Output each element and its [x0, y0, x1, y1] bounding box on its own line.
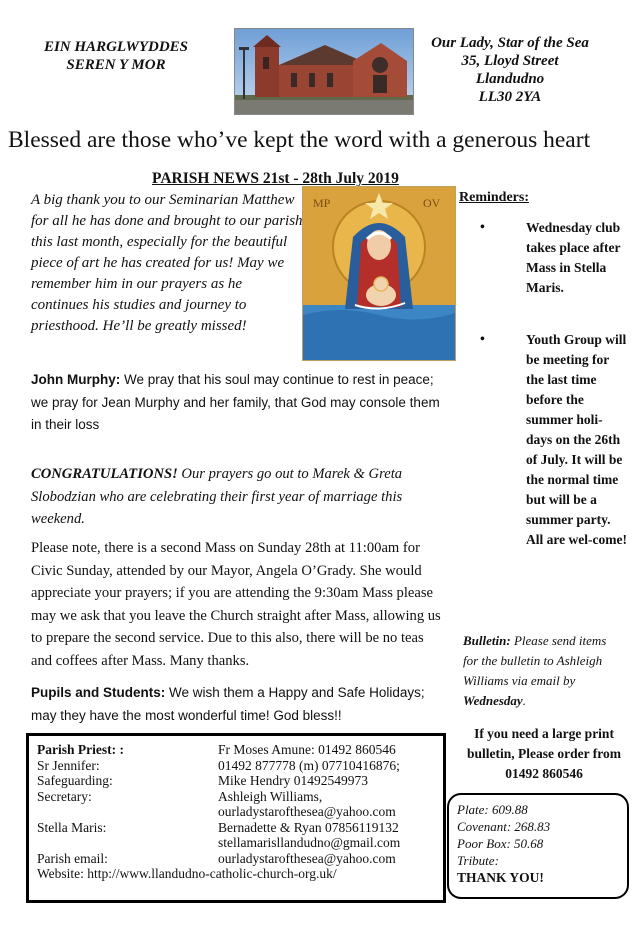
parish-email-label: Parish email:	[37, 850, 108, 866]
reminder-text: Youth Group will be meeting for the last time before the summer holi-days on the 26th of July. It will be the normal time but will be a summer party. All are wel-come!	[526, 332, 627, 547]
secretary-label: Secretary:	[37, 788, 92, 804]
stella-maris-icon-image	[302, 186, 456, 361]
bullet-icon: •	[480, 332, 485, 347]
safeguarding-label: Safeguarding:	[37, 773, 113, 788]
motto: Blessed are those who’ve kept the word with a generous heart	[8, 127, 591, 153]
welsh-name	[16, 38, 216, 74]
second-mass-paragraph: Please note, there is a second Mass on Sunday 28th at 11:00am for Civic Sunday, attended by our Mayor, Angela O’Grady. She would appreciate your prayers; if you are attending the 9:30am Mass please may we ask that you leave the Church straight after Mass, allowing us to prepare the second service. Due to this also, there will be no teas and coffees after Mass. Many thanks.	[31, 540, 441, 669]
address-line4: LL30 2YA	[478, 89, 542, 105]
stella-maris-contacts: Bernadette & Ryan 07856119132	[218, 819, 399, 835]
bulletin-label: Bulletin:	[463, 633, 511, 648]
secretary-value	[218, 789, 435, 820]
secretary-email: ourladystarofthesea@yahoo.com	[218, 804, 396, 819]
pupils-paragraph	[31, 682, 445, 727]
congratulations-paragraph	[31, 463, 445, 531]
icon-text-right: OV	[423, 196, 441, 210]
secretary-name: Ashleigh Williams,	[218, 788, 323, 804]
covenant-amount: Covenant: 268.83	[457, 819, 551, 834]
parish-email-value: ourladystarofthesea@yahoo.com	[218, 850, 396, 866]
website-line: Website: http://www.llandudno-catholic-church-org.uk/	[37, 866, 337, 881]
icon-text-left: MP	[313, 196, 331, 210]
madonna-painting	[303, 187, 455, 360]
bulletin-note	[463, 631, 623, 711]
address-line1: Our Lady, Star of the Sea	[431, 35, 589, 51]
reminders-title: Reminders:	[459, 190, 529, 205]
john-murphy-paragraph	[31, 369, 445, 437]
congratulations-text: Our prayers go out to Marek & Greta Slobodzian who are celebrating their first year of marriage this weekend.	[31, 466, 403, 527]
contact-row-secretary	[37, 789, 435, 820]
stella-maris-label: Stella Maris:	[37, 819, 107, 835]
news-title: PARISH NEWS 21st - 28th July 2019	[152, 170, 399, 187]
contact-row-priest	[37, 742, 435, 758]
church-illustration	[235, 29, 413, 114]
bulletin-day: Wednesday	[463, 693, 523, 708]
pupils-text: We wish them a Happy and Safe Holidays; may they have the most wonderful time! God bless!!	[31, 685, 425, 723]
bulletin-text: Please send items for the bulletin to Ashleigh Williams via email by	[463, 633, 607, 688]
contact-row-stella-maris	[37, 820, 435, 851]
welsh-name-line2: SEREN Y MOR	[66, 57, 166, 73]
priest-value: Fr Moses Amune: 01492 860546	[218, 742, 396, 757]
large-print-note: If you need a large print bulletin, Please order from 01492 860546	[467, 726, 621, 781]
sister-value: 01492 877778 (m) 07710416876;	[218, 757, 400, 773]
thanks-paragraph: A big thank you to our Seminarian Matthew for all he has done and brought to our parish this last month, especially for the beautiful piece of art he has created for us! May we remember him in our prayers as he continues his studies and journey to priesthood. He’ll be greatly missed!	[31, 192, 303, 334]
contact-box	[26, 733, 446, 903]
church-photo	[234, 28, 414, 115]
safeguarding-value: Mike Hendry 01492549973	[218, 773, 368, 788]
congratulations-label: CONGRATULATIONS!	[31, 466, 178, 482]
john-murphy-label: John Murphy:	[31, 372, 121, 387]
john-murphy-text: We pray that his soul may continue to rest in peace; we pray for Jean Murphy and her family, that God may console them in their loss	[31, 372, 440, 432]
address-line3: Llandudno	[475, 71, 545, 87]
priest-label: Parish Priest: :	[37, 742, 124, 757]
bulletin-end: .	[522, 693, 526, 708]
plate-amount: Plate: 609.88	[457, 802, 528, 817]
welsh-name-line1: EIN HARGLWYDDES	[43, 39, 189, 55]
pupils-label: Pupils and Students:	[31, 685, 166, 700]
reminder-text: Wednesday club takes place after Mass in Stella Maris.	[526, 220, 621, 295]
stella-maris-email: stellamarisllandudno@gmail.com	[218, 835, 401, 850]
tribute-label: Tribute:	[457, 853, 499, 868]
stella-maris-value	[218, 820, 435, 851]
address-line2: 35, Lloyd Street	[461, 53, 559, 69]
collection-box	[447, 793, 629, 899]
bullet-icon: •	[480, 220, 485, 235]
thank-you-text: THANK YOU!	[457, 870, 544, 885]
poor-box-amount: Poor Box: 50.68	[457, 836, 544, 851]
contact-row-safeguarding	[37, 773, 435, 789]
church-address	[410, 34, 610, 106]
sister-label: Sr Jennifer:	[37, 757, 100, 773]
contact-row-parish-email	[37, 851, 435, 867]
contact-row-sister	[37, 758, 435, 774]
